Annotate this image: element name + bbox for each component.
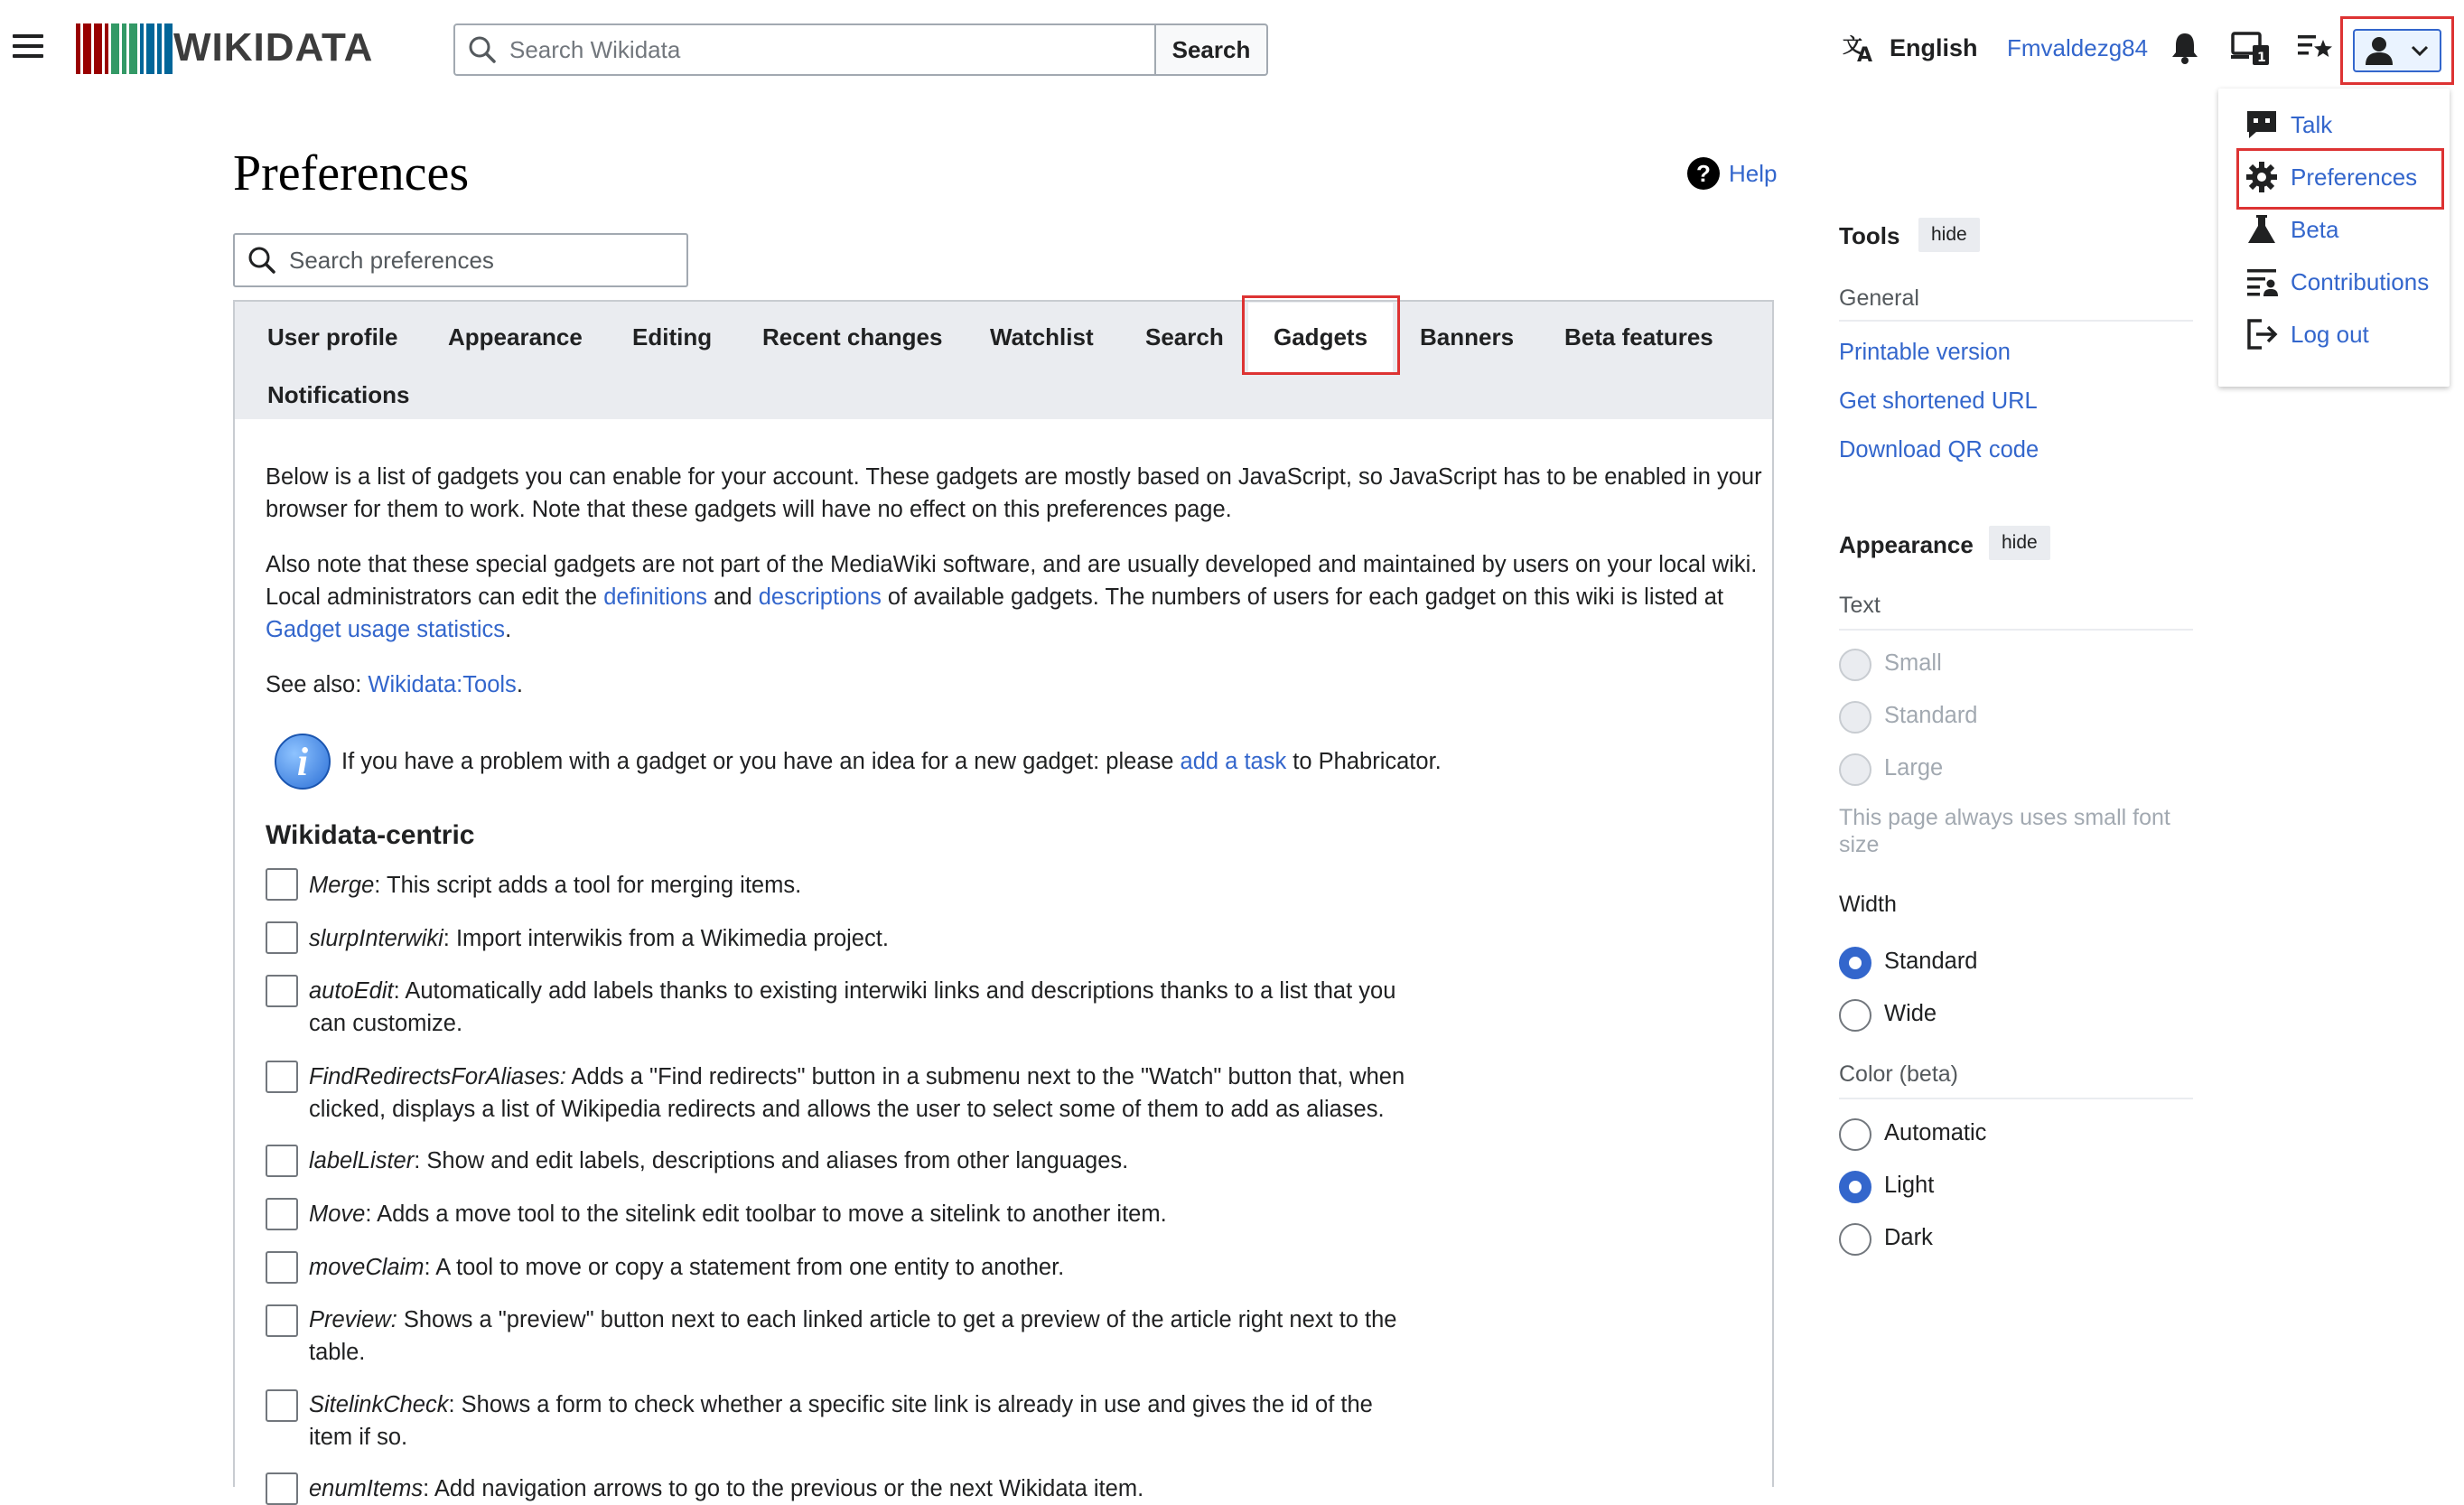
radio-width-wide[interactable] (1839, 999, 1871, 1032)
svg-text:A: A (1857, 44, 1873, 67)
gadget-name: autoEdit (309, 978, 394, 1004)
gadget-desc: : Show and edit labels, descriptions and aliases from other languages. (414, 1148, 1129, 1173)
note-text: of available gadgets. The numbers of users for each gadget on this wiki is listed at (881, 584, 1724, 610)
gadget-checkbox[interactable] (266, 868, 298, 901)
username-link[interactable]: Fmvaldezg84 (2007, 34, 2149, 61)
gadget-desc: : A tool to move or copy a statement from one entity to another. (424, 1255, 1065, 1280)
gadget-label (309, 1145, 1411, 1177)
gadget-checkbox[interactable] (266, 975, 298, 1007)
note-text: . (505, 617, 512, 642)
tab-recent-changes[interactable]: Recent changes (762, 323, 943, 351)
gadget-name: enumItems (309, 1476, 424, 1501)
radio-label: Dark (1884, 1225, 1933, 1250)
gadget-checkbox[interactable] (266, 1472, 298, 1505)
gadget-label (309, 922, 1411, 955)
tab-gadgets[interactable]: Gadgets (1274, 323, 1368, 351)
tools-heading: Tools (1839, 222, 1900, 249)
tab-notifications[interactable]: Notifications (267, 381, 410, 408)
page-title: Preferences (233, 145, 470, 201)
radio-label: Wide (1884, 1001, 1937, 1026)
gadget-label (309, 869, 1411, 902)
help-icon: ? (1687, 157, 1720, 190)
gadget-name: SitelinkCheck (309, 1392, 449, 1417)
menu-label-talk[interactable]: Talk (2291, 110, 2333, 138)
preferences-highlight (2236, 148, 2444, 210)
menu-item-logout[interactable] (2245, 318, 2369, 351)
gadget-label (309, 1061, 1429, 1126)
divider (1839, 629, 2193, 631)
preferences-search[interactable] (233, 233, 688, 287)
bell-icon[interactable] (2170, 31, 2200, 65)
tab-editing[interactable]: Editing (632, 323, 713, 351)
appearance-heading: Appearance (1839, 531, 1974, 558)
gadget-desc: : Automatically add labels thanks to existing interwiki links and descriptions thanks to a list that you can customize. (309, 978, 1396, 1036)
see-also-suffix: . (516, 672, 523, 697)
menu-label-beta[interactable]: Beta (2291, 215, 2339, 243)
search-button[interactable]: Search (1154, 23, 1268, 76)
radio-width-standard[interactable] (1839, 947, 1871, 979)
talk-icon (2245, 108, 2278, 141)
radio-label: Standard (1884, 703, 1978, 728)
menu-item-beta[interactable] (2245, 213, 2339, 246)
user-menu-highlight (2340, 16, 2454, 85)
note-text: and (707, 584, 759, 610)
help-link[interactable] (1687, 157, 1777, 190)
watchlist-icon[interactable] (2298, 31, 2332, 61)
svg-text:文: 文 (1843, 35, 1863, 58)
gadget-desc: : This script adds a tool for merging items. (374, 873, 802, 898)
gadget-label (309, 1472, 1411, 1501)
radio-color-dark[interactable] (1839, 1223, 1871, 1256)
intro-paragraph: Below is a list of gadgets you can enable for your account. These gadgets are mostly based on JavaScript, so JavaScript has to be enabled in your browser for them to work. Note that these gadgets will have no effect on this preferences page. (266, 464, 1762, 522)
info-text: to Phabricator. (1286, 749, 1442, 774)
notice-tray-icon[interactable] (2231, 31, 2271, 67)
help-label[interactable]: Help (1729, 159, 1778, 187)
see-also (266, 668, 1765, 701)
descriptions-link[interactable]: descriptions (758, 584, 882, 610)
add-task-link[interactable]: add a task (1180, 749, 1287, 774)
search-icon (468, 35, 497, 64)
gadget-name: moveClaim (309, 1255, 425, 1280)
gadget-checkbox[interactable] (266, 1145, 298, 1177)
text-size-note: This page always uses small font size (1839, 805, 2170, 857)
radio-color-light[interactable] (1839, 1171, 1871, 1203)
radio-text-standard[interactable] (1839, 701, 1871, 734)
gadget-desc: Adds a "Find redirects" button in a submenu next to the "Watch" button that, when clicked, displays a list of Wikipedia redirects and allows the user to select some of them to add as aliases. (309, 1064, 1405, 1122)
flask-icon (2245, 213, 2278, 246)
preferences-search-input[interactable] (287, 246, 667, 276)
svg-text:1: 1 (2257, 51, 2266, 65)
tab-watchlist[interactable]: Watchlist (990, 323, 1094, 351)
radio-color-automatic[interactable] (1839, 1118, 1871, 1151)
divider (1839, 320, 2193, 322)
gadget-checkbox[interactable] (266, 1198, 298, 1230)
menu-label-preferences[interactable]: Preferences (2291, 163, 2418, 191)
gadget-desc: : Shows a form to check whether a specific site link is already in use and gives the id of the item if so. (309, 1392, 1373, 1450)
width-label: Width (1839, 892, 1897, 917)
gadget-checkbox[interactable] (266, 921, 298, 954)
text-label: Text (1839, 593, 1881, 618)
radio-label: Small (1884, 650, 1942, 676)
definitions-link[interactable]: definitions (603, 584, 708, 610)
gadget-desc: : Add navigation arrows to go to the previous or the next Wikidata item. (423, 1476, 1144, 1501)
gadget-desc: : Import interwikis from a Wikimedia project. (443, 926, 889, 951)
see-also-label: See also: (266, 672, 369, 697)
divider (1839, 1098, 2193, 1099)
radio-label: Large (1884, 755, 1944, 781)
gadget-checkbox[interactable] (266, 1304, 298, 1337)
menu-item-talk[interactable] (2245, 108, 2332, 141)
language-label: English (1890, 33, 1978, 61)
gadget-label (309, 1251, 1411, 1284)
gadget-desc: : Adds a move tool to the sitelink edit toolbar to move a sitelink to another item. (365, 1201, 1167, 1227)
main-menu-icon[interactable] (13, 34, 43, 58)
gadget-name: FindRedirectsForAliases: (309, 1064, 566, 1089)
language-icon (1843, 33, 1877, 67)
gadgets-tab-highlight (1242, 295, 1400, 375)
gadget-label (309, 1304, 1411, 1369)
info-icon: i (275, 734, 331, 790)
tab-appearance[interactable]: Appearance (448, 323, 583, 351)
logout-icon (2245, 318, 2278, 351)
gadget-name: Preview: (309, 1307, 397, 1332)
wikidata-logo-bars[interactable] (76, 23, 173, 74)
printable-version-link[interactable]: Printable version (1839, 340, 2011, 365)
gadget-checkbox[interactable] (266, 1389, 298, 1422)
gadget-name: Merge (309, 873, 375, 898)
user-menu-dropdown (2218, 89, 2450, 387)
general-label: General (1839, 285, 1919, 311)
tab-banners[interactable]: Banners (1420, 323, 1515, 351)
appearance-hide-button[interactable]: hide (1989, 526, 2050, 560)
radio-label: Automatic (1884, 1120, 1987, 1145)
gadget-checkbox[interactable] (266, 1251, 298, 1284)
radio-text-large[interactable] (1839, 753, 1871, 786)
tab-search[interactable]: Search (1145, 323, 1224, 351)
tab-bar (235, 302, 1772, 419)
gadget-label (309, 975, 1411, 1040)
tab-user-profile[interactable]: User profile (267, 323, 398, 351)
qr-code-link[interactable]: Download QR code (1839, 437, 2039, 463)
gadget-desc: Shows a "preview" button next to each linked article to get a preview of the article right next to the table. (309, 1307, 1397, 1365)
tools-hide-button[interactable]: hide (1918, 218, 1980, 252)
radio-label: Standard (1884, 949, 1978, 974)
note-paragraph (266, 548, 1765, 646)
section-heading: Wikidata-centric (266, 820, 475, 850)
menu-item-contributions[interactable] (2245, 266, 2429, 298)
contributions-icon (2245, 266, 2278, 298)
wikidata-tools-link[interactable]: Wikidata:Tools (368, 672, 517, 697)
wikidata-wordmark[interactable]: WIKIDATA (173, 25, 374, 70)
shortened-url-link[interactable]: Get shortened URL (1839, 388, 2038, 414)
radio-text-small[interactable] (1839, 649, 1871, 681)
radio-label: Light (1884, 1173, 1935, 1198)
search-icon (247, 246, 276, 275)
tab-beta-features[interactable]: Beta features (1564, 323, 1713, 351)
info-message (341, 745, 1606, 778)
gadget-label (309, 1198, 1411, 1230)
gadget-name: slurpInterwiki (309, 926, 443, 951)
search-field[interactable] (453, 23, 1156, 76)
gadget-usage-link[interactable]: Gadget usage statistics (266, 617, 506, 642)
menu-label-contributions[interactable]: Contributions (2291, 267, 2430, 295)
gadget-name: Move (309, 1201, 366, 1227)
gadget-checkbox[interactable] (266, 1061, 298, 1093)
gadget-label (309, 1388, 1411, 1454)
info-text: If you have a problem with a gadget or you have an idea for a new gadget: please (341, 749, 1181, 774)
menu-label-logout[interactable]: Log out (2291, 320, 2369, 348)
note-text: Also note that these special gadgets are not part of the MediaWiki software, and are usually developed and maintained by users on your local wiki. Local administrators can edit the (266, 552, 1758, 610)
color-label: Color (beta) (1839, 1061, 1958, 1087)
search-input[interactable] (508, 35, 1122, 65)
gadget-name: labelLister (309, 1148, 415, 1173)
language-selector[interactable] (1843, 33, 1978, 67)
